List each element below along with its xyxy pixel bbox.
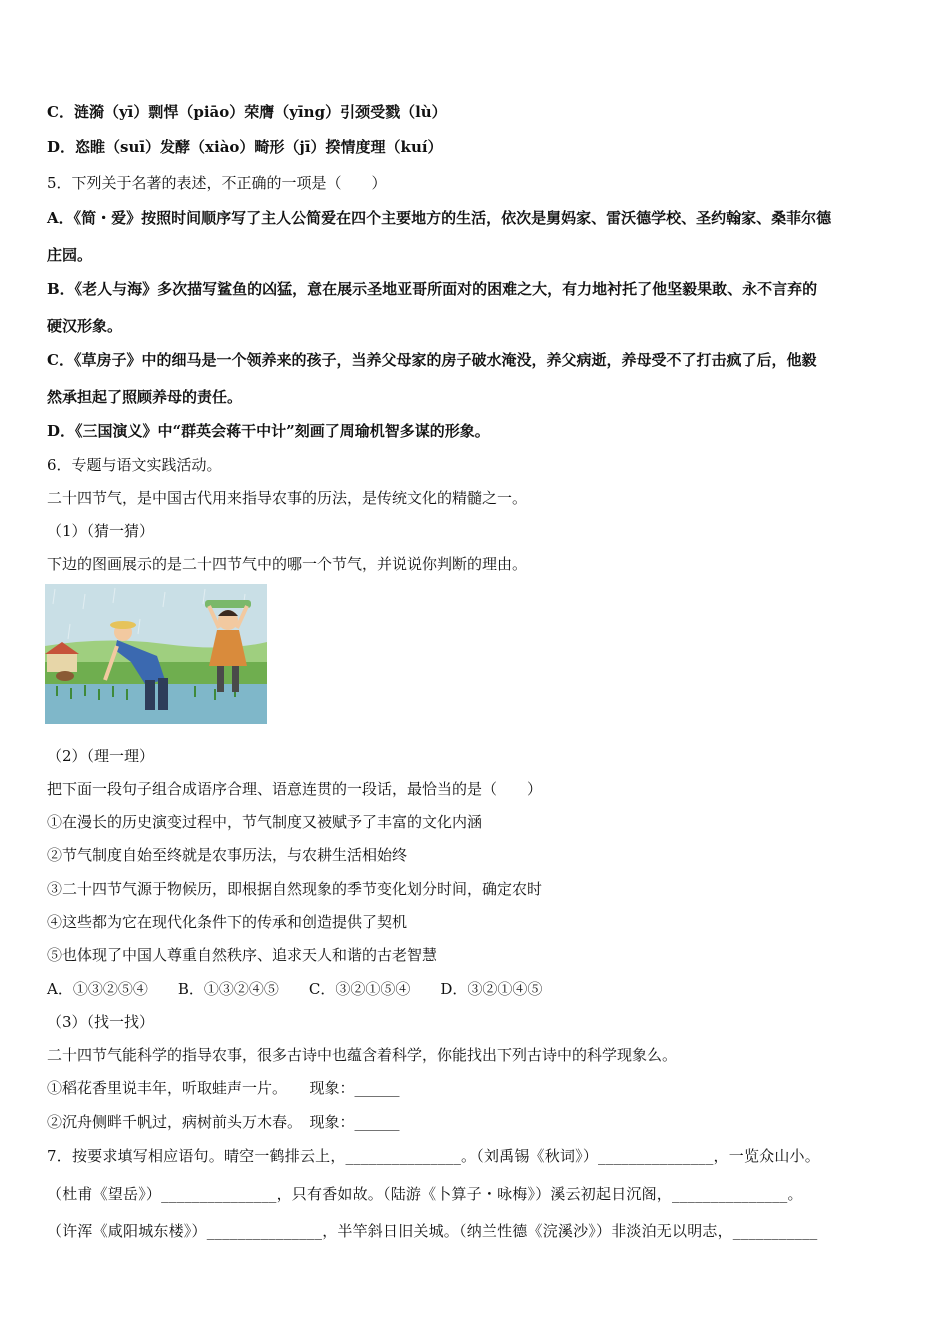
q6-part3-text: 二十四节气能科学的指导农事，很多古诗中也蕴含着科学，你能找出下列古诗中的科学现象么。 xyxy=(47,1046,678,1064)
q5-option-d: D．《三国演义》中“群英会蒋干中计”刻画了周瑜机智多谋的形象。 xyxy=(47,422,490,440)
sentence-1: ①在漫长的历史演变过程中，节气制度又被赋予了丰富的文化内涵 xyxy=(47,813,483,831)
q7-line2: （杜甫《望岳》）_______________，只有香如故。（陆游《卜算子・咏梅》）溪云初起日沉阁，_______________。 xyxy=(47,1185,803,1203)
q5-option-a-line2: 庄园。 xyxy=(47,246,93,264)
q6-part1-title: （1）（猜一猜） xyxy=(47,522,155,540)
poem-2: ②沉舟侧畔千帆过，病树前头万木春。 现象：______ xyxy=(47,1113,400,1131)
q7-line1: 7．按要求填写相应语句。晴空一鹤排云上，_______________。（刘禹锡《秋词》）_______________，一览众山小。 xyxy=(47,1147,820,1165)
q5-option-a-line1: A．《简・爱》按照时间顺序写了主人公简爱在四个主要地方的生活，依次是舅妈家、雷沃德学校、圣约翰家、桑菲尔德 xyxy=(47,209,832,227)
q6-part2-title: （2）（理一理） xyxy=(47,747,155,765)
q6-intro: 二十四节气，是中国古代用来指导农事的历法，是传统文化的精髓之一。 xyxy=(47,489,528,507)
q5-option-b-line2: 硬汉形象。 xyxy=(47,317,123,335)
q6-part1-text: 下边的图画展示的是二十四节气中的哪一个节气，并说说你判断的理由。 xyxy=(47,555,528,573)
q5-option-b-line1: B．《老人与海》多次描写鲨鱼的凶猛，意在展示圣地亚哥所面对的困难之大，有力地衬托了他坚毅果敢、永不言弃的 xyxy=(47,280,818,298)
sentence-5: ⑤也体现了中国人尊重自然秩序、追求天人和谐的古老智慧 xyxy=(47,946,438,964)
q5-stem: 5．下列关于名著的表述，不正确的一项是（ ） xyxy=(47,174,387,192)
sentence-2: ②节气制度自始至终就是农事历法，与农耕生活相始终 xyxy=(47,846,408,864)
q7-line3: （许浑《咸阳城东楼》）_______________，半竿斜日旧关城。（纳兰性德《浣溪沙》）非淡泊无以明志，___________ xyxy=(47,1222,818,1240)
q4-option-c: C．涟漪（yī）剽悍（piāo）荣膺（yīng）引颈受戮（lù） xyxy=(47,103,447,121)
sentence-4: ④这些都为它在现代化条件下的传承和创造提供了契机 xyxy=(47,913,408,931)
q6-part2-text: 把下面一段句子组合成语序合理、语意连贯的一段话，最恰当的是（ ） xyxy=(47,780,543,798)
q5-option-c-line2: 然承担起了照顾养母的责任。 xyxy=(47,388,243,406)
poem-1: ①稻花香里说丰年，听取蛙声一片。 现象：______ xyxy=(47,1079,400,1097)
sentence-3: ③二十四节气源于物候历，即根据自然现象的季节变化划分时间，确定农时 xyxy=(47,880,543,898)
q4-option-d: D．恣睢（suī）发酵（xiào）畸形（jī）揆情度理（kuí） xyxy=(47,138,443,156)
q6-choices: A．①③②⑤④ B．①③②④⑤ C．③②①⑤④ D．③②①④⑤ xyxy=(47,980,543,998)
solar-term-illustration xyxy=(45,584,267,724)
q5-option-c-line1: C．《草房子》中的细马是一个领养来的孩子，当养父母家的房子破水淹没，养父病逝，养母受不了打击疯了后，他毅 xyxy=(47,351,817,369)
q6-part3-title: （3）（找一找） xyxy=(47,1013,155,1031)
q6-stem: 6．专题与语文实践活动。 xyxy=(47,456,222,474)
